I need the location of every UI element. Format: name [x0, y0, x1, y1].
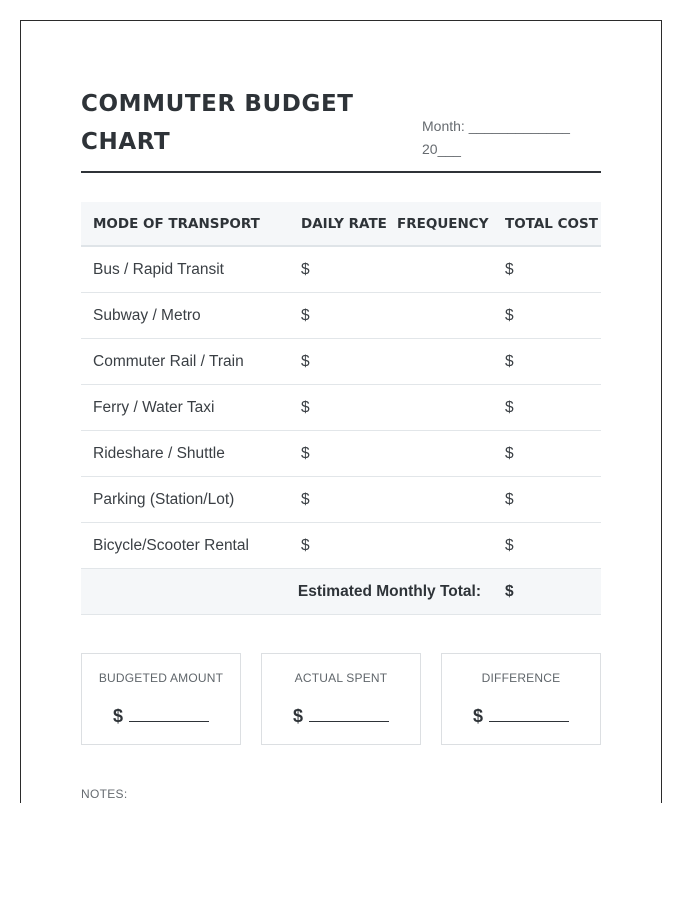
frequency-cell[interactable] [393, 246, 497, 293]
sheet-content [81, 21, 601, 801]
estimated-monthly-total-label: Estimated Monthly Total: [81, 569, 497, 615]
frequency-cell[interactable] [393, 523, 497, 569]
budgeted-amount-box [81, 653, 241, 745]
daily-rate-cell[interactable]: $ [289, 431, 393, 477]
column-header-frequency: FREQUENCY [393, 202, 497, 246]
table-row [81, 293, 601, 339]
column-header-mode: MODE OF TRANSPORT [81, 202, 289, 246]
difference-box [441, 653, 601, 745]
frequency-cell[interactable] [393, 385, 497, 431]
table-header-row [81, 202, 601, 246]
blank-line[interactable] [309, 703, 389, 722]
month-field [422, 115, 592, 161]
table-row [81, 431, 601, 477]
table-row [81, 477, 601, 523]
column-header-total-cost: TOTAL COST [497, 202, 601, 246]
total-row [81, 569, 601, 615]
blank-line[interactable] [129, 703, 209, 722]
mode-cell: Ferry / Water Taxi [81, 385, 289, 431]
daily-rate-cell[interactable]: $ [289, 246, 393, 293]
frequency-cell[interactable] [393, 431, 497, 477]
daily-rate-cell[interactable]: $ [289, 477, 393, 523]
table-row [81, 246, 601, 293]
total-cost-cell[interactable]: $ [497, 523, 601, 569]
daily-rate-cell[interactable]: $ [289, 523, 393, 569]
daily-rate-cell[interactable]: $ [289, 293, 393, 339]
mode-cell: Subway / Metro [81, 293, 289, 339]
year-label: 20___ [422, 141, 461, 157]
budget-sheet [20, 20, 662, 803]
table-row [81, 339, 601, 385]
total-cost-cell[interactable]: $ [497, 293, 601, 339]
daily-rate-cell[interactable]: $ [289, 339, 393, 385]
budget-table [81, 202, 601, 615]
month-label: Month: _____________ [422, 118, 570, 134]
budgeted-amount-field[interactable] [82, 703, 240, 727]
column-header-daily-rate: DAILY RATE [289, 202, 393, 246]
frequency-cell[interactable] [393, 293, 497, 339]
total-cost-cell[interactable]: $ [497, 246, 601, 293]
page-title: COMMUTER BUDGET CHART [81, 91, 354, 155]
total-cost-cell[interactable]: $ [497, 339, 601, 385]
table-row [81, 523, 601, 569]
estimated-monthly-total-value[interactable]: $ [497, 569, 601, 615]
actual-spent-field[interactable] [262, 703, 420, 727]
currency-symbol: $ [112, 706, 123, 726]
actual-spent-box [261, 653, 421, 745]
notes-label: NOTES: [81, 787, 128, 801]
mode-cell: Commuter Rail / Train [81, 339, 289, 385]
frequency-cell[interactable] [393, 339, 497, 385]
mode-cell: Bus / Rapid Transit [81, 246, 289, 293]
sheet-header [81, 21, 601, 173]
mode-cell: Parking (Station/Lot) [81, 477, 289, 523]
daily-rate-cell[interactable]: $ [289, 385, 393, 431]
total-cost-cell[interactable]: $ [497, 477, 601, 523]
currency-symbol: $ [292, 706, 303, 726]
budgeted-amount-label: BUDGETED AMOUNT [98, 671, 224, 685]
summary-boxes [81, 653, 601, 745]
frequency-cell[interactable] [393, 477, 497, 523]
actual-spent-label: ACTUAL SPENT [294, 671, 388, 685]
table-row [81, 385, 601, 431]
total-cost-cell[interactable]: $ [497, 385, 601, 431]
total-cost-cell[interactable]: $ [497, 431, 601, 477]
blank-line[interactable] [489, 703, 569, 722]
currency-symbol: $ [472, 706, 483, 726]
difference-field[interactable] [442, 703, 600, 727]
mode-cell: Bicycle/Scooter Rental [81, 523, 289, 569]
difference-label: DIFFERENCE [481, 671, 561, 685]
mode-cell: Rideshare / Shuttle [81, 431, 289, 477]
